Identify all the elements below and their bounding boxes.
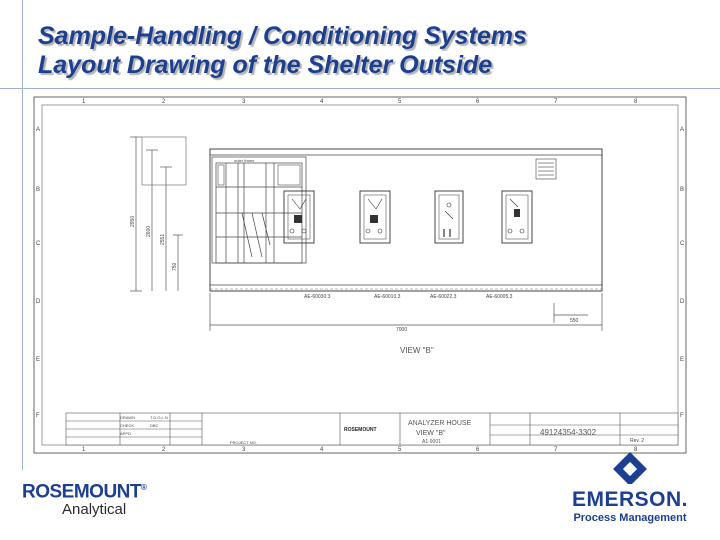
registered-mark: ® (141, 483, 147, 492)
slide-horizontal-rule (0, 88, 720, 89)
col-bottom-1: 1 (82, 447, 86, 453)
col-bottom-5: 5 (398, 447, 402, 453)
col-bottom-7: 7 (554, 447, 558, 453)
tb-rev: Rev. 2 (630, 438, 645, 444)
col-top-2: 2 (162, 99, 166, 105)
row-right-f: F (680, 413, 684, 419)
col-top-1: 1 (82, 99, 86, 105)
col-bottom-2: 2 (162, 447, 166, 453)
emerson-emblem-icon (613, 450, 647, 484)
dim-overall: 7000 (396, 327, 408, 333)
slide-title (38, 22, 708, 80)
view-label: VIEW "B" (400, 346, 434, 355)
tb-rosemount: ROSEMOUNT (344, 427, 377, 433)
tb-checked: CHECK (120, 423, 135, 428)
row-right-e: E (680, 357, 685, 363)
col-top-6: 6 (476, 99, 480, 105)
layout-drawing (30, 95, 690, 460)
row-left-d: D (36, 299, 41, 305)
dim-left-small: 750 (172, 262, 178, 271)
row-right-c: C (680, 241, 685, 247)
col-top-3: 3 (242, 99, 246, 105)
row-left-f: F (36, 413, 40, 419)
panel-tag-4: AE-60005.3 (486, 294, 513, 300)
tb-sheet-ref: A1-9001 (422, 439, 441, 445)
col-top-8: 8 (634, 99, 638, 105)
tb-drawn: DRAWN (120, 415, 135, 420)
title-line-2: Layout Drawing of the Shelter Outside (38, 51, 493, 79)
row-left-b: B (36, 187, 41, 193)
row-right-a: A (680, 127, 685, 133)
tb-doc-number: 49124354-3302 (540, 428, 597, 437)
tb-checked-by: DBC (150, 423, 159, 428)
col-top-7: 7 (554, 99, 558, 105)
row-right-d: D (680, 299, 685, 305)
row-left-c: C (36, 241, 41, 247)
panel-tag-3: AE-60022.3 (430, 294, 457, 300)
col-bottom-8: 8 (634, 447, 638, 453)
tb-drawn-by: T.G.O.L.N (150, 415, 168, 420)
emerson-logo (565, 450, 695, 525)
sheet-outer-frame (34, 97, 686, 453)
slide-vertical-rule (22, 0, 23, 470)
title-line-1: Sample-Handling / Conditioning Systems (38, 22, 527, 50)
dim-right: 550 (570, 318, 579, 324)
emerson-brand: EMERSON. (571, 488, 688, 511)
dim-left-outer: 2950 (130, 215, 136, 227)
row-left-a: A (36, 127, 41, 133)
dim-left-inner: 2551 (160, 233, 166, 245)
col-bottom-6: 6 (476, 447, 480, 453)
tb-approved: APPD (120, 431, 131, 436)
tb-title-2: VIEW "B" (416, 430, 446, 437)
rosemount-wordmark: ROSEMOUNT (22, 481, 141, 503)
emerson-sub: Process Management (573, 512, 687, 524)
row-right-b: B (680, 187, 685, 193)
col-top-4: 4 (320, 99, 324, 105)
panel-tag-2: AE-60010.3 (374, 294, 401, 300)
tb-title-1: ANALYZER HOUSE (408, 420, 472, 427)
row-left-e: E (36, 357, 41, 363)
panel-header: outer frame (234, 158, 255, 163)
panel-tag-1: AE-60030.3 (304, 294, 331, 300)
dim-left-mid: 2600 (146, 225, 152, 237)
col-top-5: 5 (398, 99, 402, 105)
col-bottom-4: 4 (320, 447, 324, 453)
tb-project: PROJECT NO. (230, 440, 257, 445)
rosemount-analytical-logo (22, 478, 146, 518)
col-bottom-3: 3 (242, 447, 246, 453)
rosemount-sub: Analytical (62, 501, 127, 519)
rosemount-brand (22, 478, 146, 502)
